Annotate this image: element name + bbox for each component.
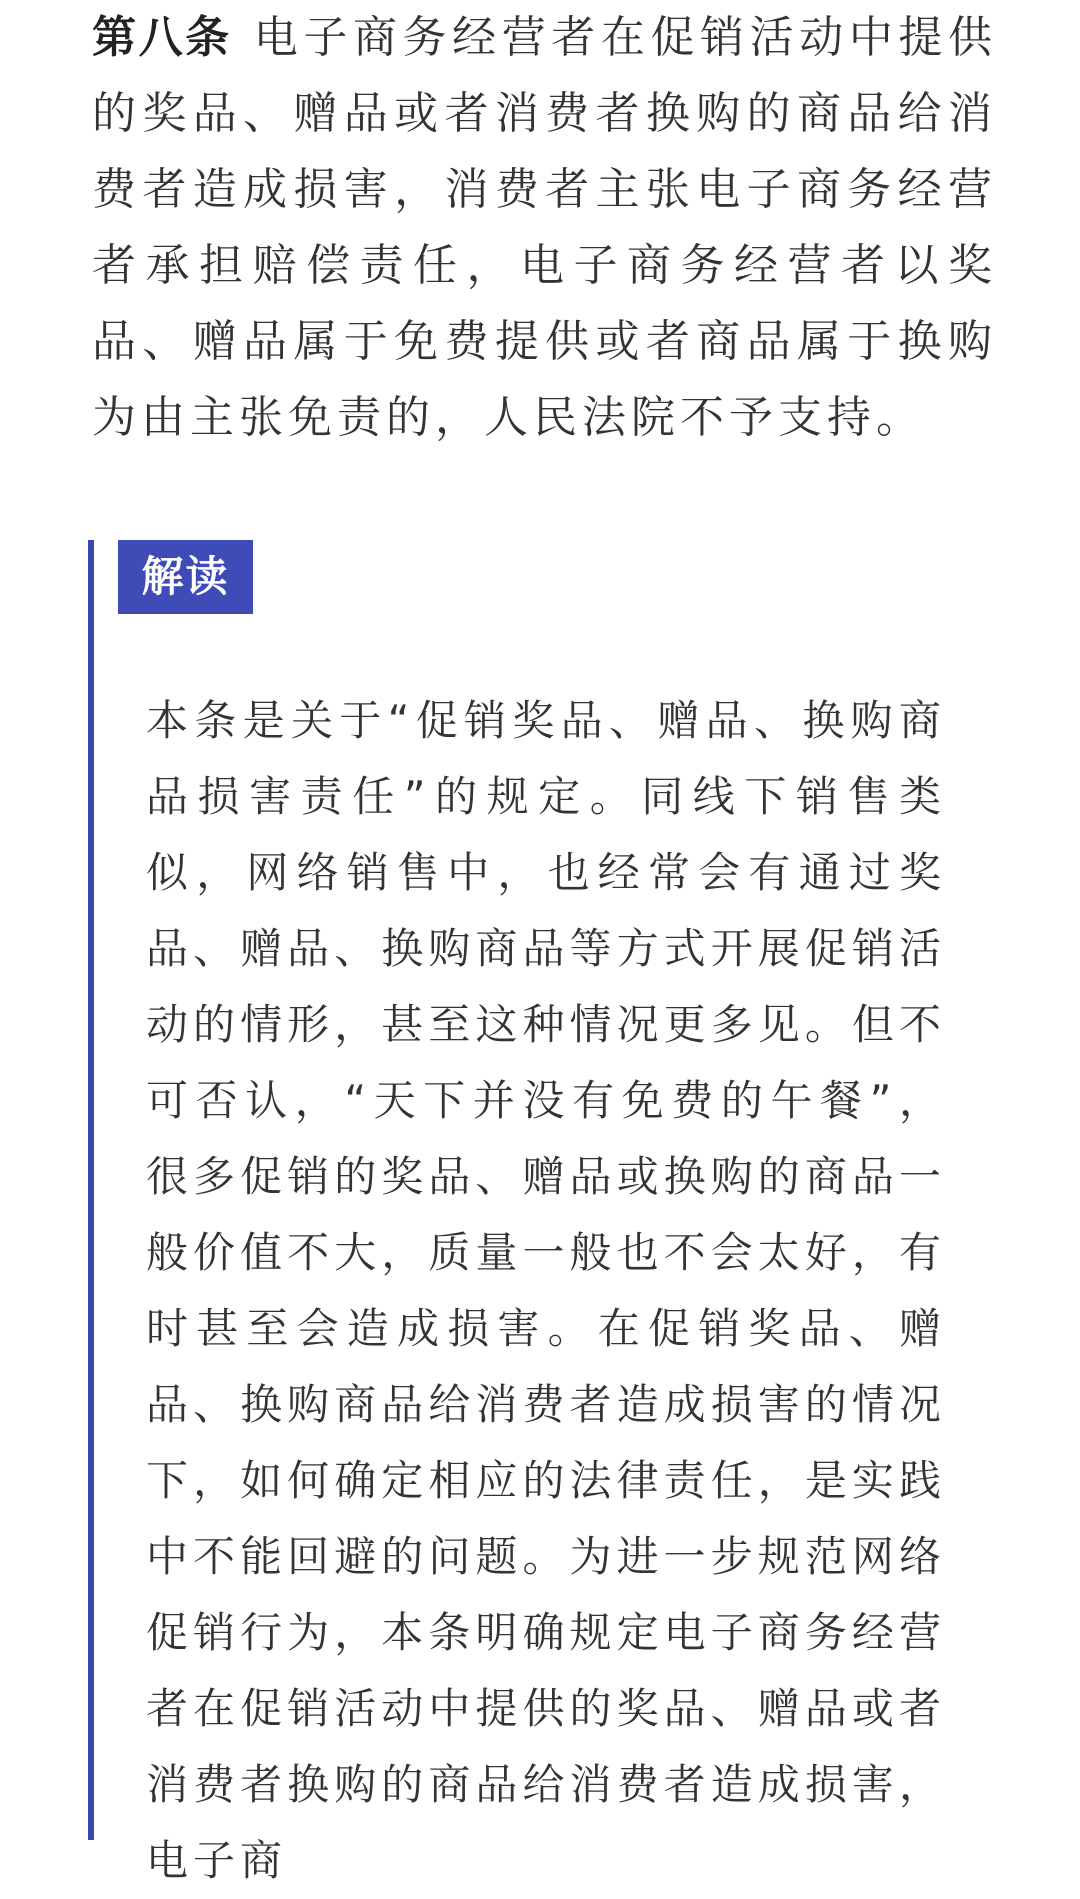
interpretation-body: 本条是关于“促销奖品、赠品、换购商品损害责任”的规定。同线下销售类似，网络销售中，也经常会有通过奖品、赠品、换购商品等方式开展促销活动的情形，甚至这种情况更多见。但不可否认，“天下并没有免费的午餐”，很多促销的奖品、赠品或换购的商品一般价值不大，质量一般也不会太好，有时甚至会造成损害。在促销奖品、赠品、换购商品给消费者造成损害的情况下，如何确定相应的法律责任，是实践中不能回避的问题。为进一步规范网络促销行为，本条明确规定电子商务经营者在促销活动中提供的奖品、赠品或者消费者换购的商品给消费者造成损害，电子商 (146, 696, 946, 1885)
article-paragraph (92, 0, 997, 456)
interpretation-badge: 解读 (118, 540, 253, 614)
quote-accent-bar (88, 540, 94, 1840)
article-body: 电子商务经营者在促销活动中提供的奖品、赠品或者消费者换购的商品给消费者造成损害，消费者主张电子商务经营者承担赔偿责任，电子商务经营者以奖品、赠品属于免费提供或者商品属于换购为由主张免责的，人民法院不予支持。 (92, 12, 997, 443)
article-number: 第八条 (92, 12, 232, 63)
